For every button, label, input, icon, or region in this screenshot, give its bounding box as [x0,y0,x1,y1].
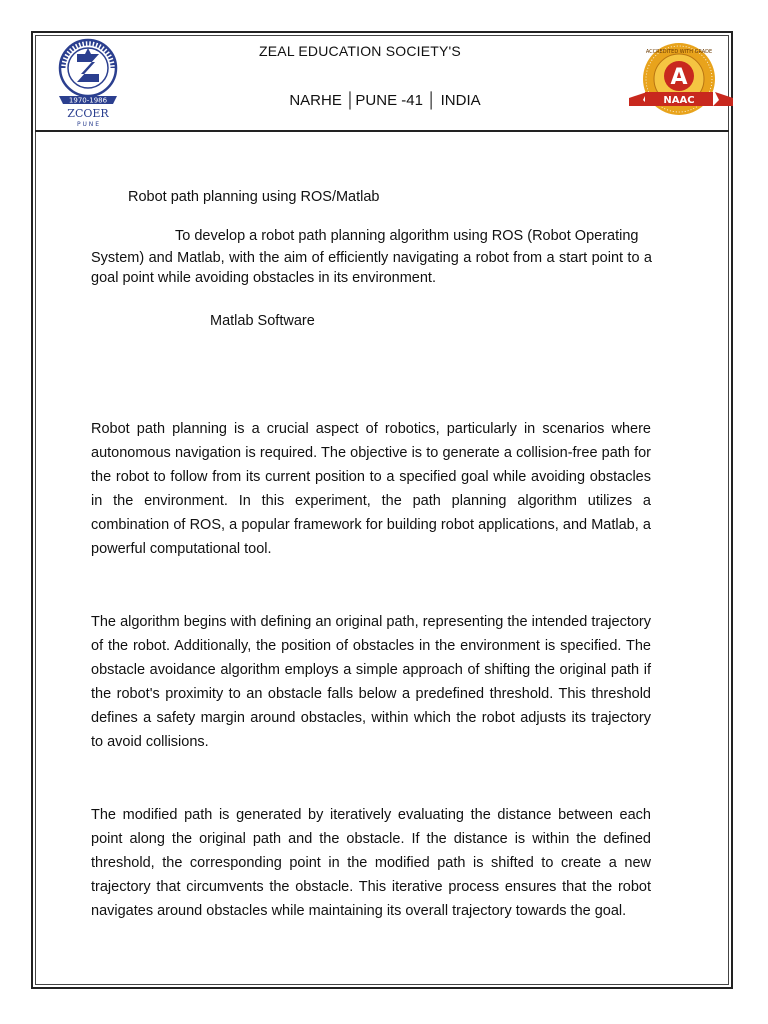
software-label: Matlab Software [210,313,315,329]
theory-paragraph-3: The modified path is generated by iteratively evaluating the distance between each point along the original path and the obstacle. If the distance is within the defined threshold, the corresponding point in the modified path is shifted to create a new trajectory that circumvents the obstacle. This iterative process ensures that the robot navigates around obstacles while maintaining its overall trajectory towards the goal. [91,807,651,919]
naac-badge [625,40,737,122]
aim-line-2: System) and Matlab, with the aim of efficiently navigating a robot from a start point to a [91,250,652,266]
aim-line-3: goal point while avoiding obstacles in its environment. [91,270,436,286]
aim-line-1: To develop a robot path planning algorithm using ROS (Robot Operating [175,228,639,244]
naac-banner-text: NAAC [663,95,695,106]
zcoer-logo-name: ZCOER [67,107,109,120]
zcoer-logo-city: P U N E [76,121,100,128]
naac-grade: A [670,65,688,90]
experiment-title: Robot path planning using ROS/Matlab [128,189,380,205]
zcoer-logo [55,38,121,130]
institute-location: NARHE │PUNE -41 │ INDIA [289,92,481,109]
zcoer-logo-year: 1970-1986 [68,96,108,105]
naac-ring-text: ACCREDITED WITH GRADE [645,49,713,55]
theory-paragraph-1: Robot path planning is a crucial aspect of robotics, particularly in scenarios where autonomous navigation is required. The objective is to generate a collision-free path for the robot to follow from its current position to a specified goal while avoiding obstacles in the environment. In this experiment, the path planning algorithm utilizes a combination of ROS, a popular framework for building robot applications, and Matlab, a powerful computational tool. [91,421,651,557]
header-separator [35,130,729,132]
society-name: ZEAL EDUCATION SOCIETY'S [259,43,461,59]
theory-paragraph-2: The algorithm begins with defining an original path, representing the intended trajectory of the robot. Additionally, the position of obstacles in the environment is specified. The obstacle avoidance algorithm employs a simple approach of shifting the original path if the robot's proximity to an obstacle falls below a predefined threshold. This threshold defines a safety margin around obstacles, within which the robot adjusts its trajectory to avoid collisions. [91,614,651,750]
